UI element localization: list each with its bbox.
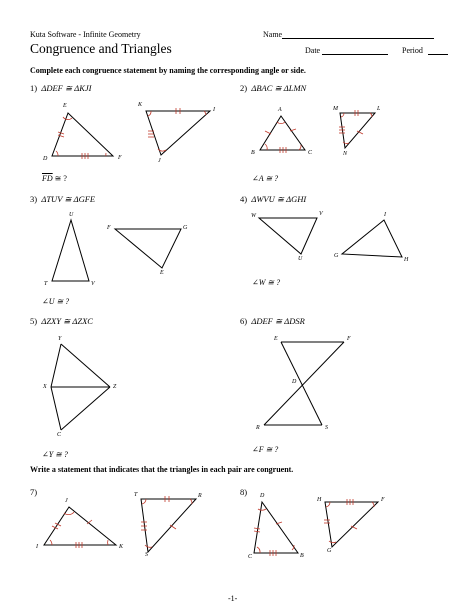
vertex-label: X xyxy=(43,384,47,390)
vertex-label: C xyxy=(308,150,313,156)
vertex-label: Y xyxy=(58,336,62,342)
vertex-label: F xyxy=(347,336,351,342)
vertex-label: D xyxy=(43,156,48,162)
vertex-label: S xyxy=(325,425,328,431)
vertex-label: E xyxy=(274,336,278,342)
problem-7: 7) xyxy=(30,487,38,497)
figure-8 xyxy=(254,499,378,556)
figure-5 xyxy=(51,344,110,430)
answer-5: ∠Y ≅ ? xyxy=(42,450,68,459)
vertex-label: T xyxy=(134,492,138,498)
vertex-label: J xyxy=(65,498,68,504)
triangle-dcb xyxy=(254,502,298,553)
vertex-label: G xyxy=(183,225,188,231)
problem-4: 4) ΔWVU ≅ ΔGHI xyxy=(240,194,307,204)
name-label: Name xyxy=(263,30,283,39)
vertex-label: M xyxy=(333,106,338,112)
vertex-label: V xyxy=(91,281,95,287)
vertex-label: R xyxy=(198,493,202,499)
vertex-label: L xyxy=(377,106,381,112)
vertex-label: C xyxy=(57,432,62,438)
vertex-label: A xyxy=(278,107,282,113)
vertex-label: E xyxy=(63,103,67,109)
problem-2: 2) ΔBAC ≅ ΔLMN xyxy=(240,83,307,93)
vertex-label: H xyxy=(404,257,409,263)
vertex-label: F xyxy=(118,155,122,161)
vertex-label: E xyxy=(160,270,164,276)
vertex-label: R xyxy=(256,425,260,431)
problem-3: 3) ΔTUV ≅ ΔGFE xyxy=(30,194,96,204)
problem-5: 5) ΔZXY ≅ ΔZXC xyxy=(30,316,93,326)
triangle-wvu xyxy=(259,218,317,254)
vertex-label: V xyxy=(319,211,323,217)
vertex-label: Z xyxy=(113,384,117,390)
vertex-label: T xyxy=(44,281,48,287)
vertex-label: H xyxy=(317,497,322,503)
problem-1: 1) ΔDEF ≅ ΔKJI xyxy=(30,83,92,93)
triangle-def xyxy=(52,113,113,156)
vertex-label: N xyxy=(343,151,348,157)
vertex-label: K xyxy=(119,544,124,550)
triangle-trs xyxy=(141,499,196,552)
figure-1 xyxy=(52,108,210,159)
answer-2: ∠A ≅ ? xyxy=(252,174,279,183)
vertex-label: U xyxy=(69,212,74,218)
instructions-part1: Complete each congruence statement by naming the corresponding angle or side. xyxy=(30,66,306,75)
date-label: Date xyxy=(305,46,321,55)
vertex-label: S xyxy=(145,552,148,558)
vertex-label: I xyxy=(213,107,215,113)
vertex-label: D xyxy=(260,493,265,499)
vertex-label: B xyxy=(300,553,304,559)
vertex-label: G xyxy=(334,253,339,259)
software-label: Kuta Software - Infinite Geometry xyxy=(30,30,141,39)
triangle-kji xyxy=(146,111,210,155)
instructions-part2: Write a statement that indicates that the triangles in each pair are congruent. xyxy=(30,465,294,474)
figure-4 xyxy=(259,218,402,257)
vertex-label: D xyxy=(292,379,297,385)
triangle-jik xyxy=(44,507,116,545)
period-label: Period xyxy=(402,46,423,55)
vertex-label: I xyxy=(36,544,38,550)
triangle-bac xyxy=(260,116,305,150)
page-number: -1- xyxy=(228,594,238,603)
page-title: Congruence and Triangles xyxy=(30,41,172,56)
vertex-label: W xyxy=(251,213,256,219)
answer-4: ∠W ≅ ? xyxy=(252,278,281,287)
triangle-gfe xyxy=(115,229,181,268)
triangle-ghi xyxy=(342,220,402,257)
vertex-label: U xyxy=(298,256,303,262)
vertex-label: I xyxy=(384,212,386,218)
triangle-hfg xyxy=(325,502,378,547)
answer-1: $\overline{FD}$ ≅ ? xyxy=(42,174,67,183)
problem-8: 8) xyxy=(240,487,248,497)
problem-6: 6) ΔDEF ≅ ΔDSR xyxy=(240,316,305,326)
answer-3: ∠U ≅ ? xyxy=(42,297,70,306)
vertex-label: F xyxy=(107,225,111,231)
answer-6: ∠F ≅ ? xyxy=(252,445,279,454)
vertex-label: F xyxy=(381,497,385,503)
vertex-label: C xyxy=(248,554,253,560)
vertex-label: G xyxy=(327,548,332,554)
figure-6 xyxy=(264,342,344,425)
vertex-label: J xyxy=(158,158,161,164)
figure-2 xyxy=(260,110,375,153)
vertex-label: K xyxy=(138,102,143,108)
triangle-lmn xyxy=(340,113,375,148)
vertex-label: B xyxy=(251,150,255,156)
triangle-tuv xyxy=(52,220,89,281)
